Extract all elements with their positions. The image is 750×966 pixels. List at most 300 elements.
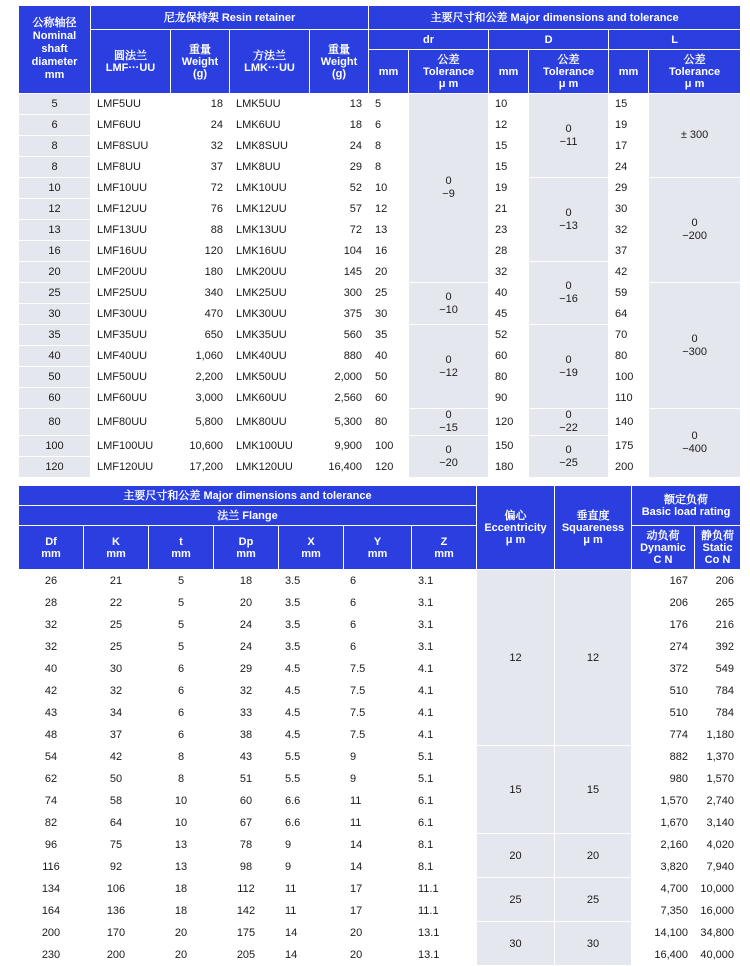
cell-C: 4,700 — [632, 878, 695, 900]
cell-X: 3.5 — [279, 614, 344, 636]
cell-C: 167 — [632, 570, 695, 592]
dynamic-load-header: 动负荷 Dynamic C N — [632, 526, 695, 570]
cell-Co: 392 — [695, 636, 741, 658]
cell-Y: 7.5 — [344, 680, 412, 702]
cell-X: 3.5 — [279, 592, 344, 614]
cell-Z: 6.1 — [412, 812, 477, 834]
cell-dr: 10 — [369, 178, 409, 199]
cell-w1: 17,200 — [171, 457, 230, 478]
nominal-shaft-diameter-header: 公称轴径 Nominal shaft diameter mm — [19, 6, 91, 94]
cell-t: 6 — [149, 680, 214, 702]
cell-Dp: 33 — [214, 702, 279, 724]
cell-Dp: 51 — [214, 768, 279, 790]
cell-Dp: 43 — [214, 746, 279, 768]
cell-t: 5 — [149, 614, 214, 636]
cell-Df: 230 — [19, 944, 84, 966]
table-row — [19, 304, 741, 325]
cell-D: 150 — [489, 436, 529, 457]
cell-dr: 60 — [369, 388, 409, 409]
cell-dr: 30 — [369, 304, 409, 325]
cell-Df: 62 — [19, 768, 84, 790]
cell-t: 5 — [149, 570, 214, 592]
cell-D: 180 — [489, 457, 529, 478]
cell-Y: 14 — [344, 834, 412, 856]
D-tolerance-header: 公差 Tolerance μ m — [529, 50, 609, 94]
cell-Dp: 67 — [214, 812, 279, 834]
L-tolerance: 0 −200 — [649, 178, 741, 283]
cell-K: 75 — [84, 834, 149, 856]
cell-Co: 2,740 — [695, 790, 741, 812]
D-tolerance: 0 −25 — [529, 436, 609, 478]
L-mm-header: mm — [609, 50, 649, 94]
cell-D: 45 — [489, 304, 529, 325]
table-row — [19, 157, 741, 178]
squareness-value: 20 — [555, 834, 632, 878]
table-row — [19, 856, 741, 878]
table-row — [19, 812, 741, 834]
cell-d: 16 — [19, 241, 91, 262]
cell-C: 7,350 — [632, 900, 695, 922]
cell-Co: 784 — [695, 702, 741, 724]
cell-D: 80 — [489, 367, 529, 388]
cell-Co: 10,000 — [695, 878, 741, 900]
cell-C: 882 — [632, 746, 695, 768]
squareness-value: 15 — [555, 746, 632, 834]
cell-w2: 880 — [310, 346, 369, 367]
cell-w2: 29 — [310, 157, 369, 178]
cell-Df: 40 — [19, 658, 84, 680]
cell-Co: 16,000 — [695, 900, 741, 922]
cell-Df: 164 — [19, 900, 84, 922]
cell-K: 42 — [84, 746, 149, 768]
cell-w1: 37 — [171, 157, 230, 178]
cell-Co: 40,000 — [695, 944, 741, 966]
cell-t: 8 — [149, 768, 214, 790]
cell-lmf: LMF8SUU — [91, 136, 171, 157]
cell-lmk: LMK30UU — [230, 304, 310, 325]
cell-Df: 32 — [19, 614, 84, 636]
cell-Dp: 38 — [214, 724, 279, 746]
cell-w1: 76 — [171, 199, 230, 220]
cell-lmf: LMF8UU — [91, 157, 171, 178]
cell-w2: 145 — [310, 262, 369, 283]
cell-L: 200 — [609, 457, 649, 478]
cell-Z: 4.1 — [412, 724, 477, 746]
cell-lmf: LMF25UU — [91, 283, 171, 304]
cell-Co: 216 — [695, 614, 741, 636]
cell-K: 200 — [84, 944, 149, 966]
cell-w1: 5,800 — [171, 409, 230, 436]
cell-D: 120 — [489, 409, 529, 436]
cell-t: 18 — [149, 900, 214, 922]
col-header-K: K mm — [84, 526, 149, 570]
cell-Df: 43 — [19, 702, 84, 724]
cell-K: 22 — [84, 592, 149, 614]
cell-w2: 13 — [310, 94, 369, 115]
cell-lmk: LMK16UU — [230, 241, 310, 262]
cell-X: 6.6 — [279, 790, 344, 812]
cell-Co: 206 — [695, 570, 741, 592]
cell-lmk: LMK12UU — [230, 199, 310, 220]
cell-Df: 54 — [19, 746, 84, 768]
cell-lmk: LMK8SUU — [230, 136, 310, 157]
table-row — [19, 768, 741, 790]
cell-K: 50 — [84, 768, 149, 790]
cell-Co: 1,570 — [695, 768, 741, 790]
cell-Z: 11.1 — [412, 878, 477, 900]
cell-d: 50 — [19, 367, 91, 388]
cell-X: 6.6 — [279, 812, 344, 834]
table-row — [19, 834, 741, 856]
cell-X: 4.5 — [279, 658, 344, 680]
cell-Z: 8.1 — [412, 856, 477, 878]
cell-Z: 8.1 — [412, 834, 477, 856]
cell-w2: 24 — [310, 136, 369, 157]
cell-d: 25 — [19, 283, 91, 304]
cell-X: 4.5 — [279, 702, 344, 724]
cell-t: 6 — [149, 724, 214, 746]
cell-lmk: LMK100UU — [230, 436, 310, 457]
cell-X: 5.5 — [279, 746, 344, 768]
cell-lmk: LMK10UU — [230, 178, 310, 199]
cell-K: 64 — [84, 812, 149, 834]
eccentricity-header: 偏心 Eccentricity μ m — [477, 486, 555, 570]
cell-lmk: LMK120UU — [230, 457, 310, 478]
cell-w2: 18 — [310, 115, 369, 136]
cell-w2: 2,000 — [310, 367, 369, 388]
D-mm-header: mm — [489, 50, 529, 94]
cell-L: 19 — [609, 115, 649, 136]
cell-Y: 7.5 — [344, 702, 412, 724]
cell-lmf: LMF30UU — [91, 304, 171, 325]
cell-D: 32 — [489, 262, 529, 283]
cell-dr: 16 — [369, 241, 409, 262]
cell-X: 14 — [279, 944, 344, 966]
squareness-header: 垂直度 Squareness μ m — [555, 486, 632, 570]
cell-Y: 17 — [344, 900, 412, 922]
cell-C: 16,400 — [632, 944, 695, 966]
cell-C: 1,670 — [632, 812, 695, 834]
cell-w1: 470 — [171, 304, 230, 325]
cell-d: 40 — [19, 346, 91, 367]
cell-dr: 20 — [369, 262, 409, 283]
cell-lmk: LMK50UU — [230, 367, 310, 388]
cell-X: 9 — [279, 834, 344, 856]
cell-lmf: LMF120UU — [91, 457, 171, 478]
cell-w2: 5,300 — [310, 409, 369, 436]
cell-Dp: 32 — [214, 680, 279, 702]
cell-Y: 14 — [344, 856, 412, 878]
cell-d: 8 — [19, 157, 91, 178]
table-row — [19, 262, 741, 283]
cell-lmk: LMK20UU — [230, 262, 310, 283]
L-tolerance: 0 −400 — [649, 409, 741, 478]
cell-w2: 16,400 — [310, 457, 369, 478]
D-tolerance: 0 −16 — [529, 262, 609, 325]
cell-K: 37 — [84, 724, 149, 746]
cell-Y: 9 — [344, 768, 412, 790]
flange-load-table — [18, 485, 741, 966]
cell-dr: 120 — [369, 457, 409, 478]
cell-D: 12 — [489, 115, 529, 136]
cell-Co: 4,020 — [695, 834, 741, 856]
cell-t: 18 — [149, 878, 214, 900]
cell-Df: 116 — [19, 856, 84, 878]
table-row — [19, 724, 741, 746]
cell-lmf: LMF35UU — [91, 325, 171, 346]
D-tolerance: 0 −19 — [529, 325, 609, 409]
squareness-value: 12 — [555, 570, 632, 746]
cell-lmf: LMF12UU — [91, 199, 171, 220]
cell-d: 6 — [19, 115, 91, 136]
cell-D: 23 — [489, 220, 529, 241]
cell-Z: 13.1 — [412, 944, 477, 966]
D-tolerance: 0 −11 — [529, 94, 609, 178]
cell-w1: 10,600 — [171, 436, 230, 457]
cell-Df: 48 — [19, 724, 84, 746]
cell-t: 8 — [149, 746, 214, 768]
cell-K: 58 — [84, 790, 149, 812]
dr-tolerance: 0 −12 — [409, 325, 489, 409]
weight-header-2: 重量 Weight (g) — [310, 30, 369, 94]
cell-Y: 9 — [344, 746, 412, 768]
cell-Z: 3.1 — [412, 614, 477, 636]
cell-w1: 24 — [171, 115, 230, 136]
cell-dr: 5 — [369, 94, 409, 115]
cell-Dp: 98 — [214, 856, 279, 878]
cell-Y: 6 — [344, 570, 412, 592]
cell-lmf: LMF50UU — [91, 367, 171, 388]
flange-header: 法兰 Flange — [19, 506, 477, 526]
cell-L: 30 — [609, 199, 649, 220]
cell-d: 35 — [19, 325, 91, 346]
col-header-Y: Y mm — [344, 526, 412, 570]
cell-d: 13 — [19, 220, 91, 241]
cell-Df: 96 — [19, 834, 84, 856]
cell-X: 3.5 — [279, 570, 344, 592]
cell-Z: 3.1 — [412, 636, 477, 658]
D-tolerance: 0 −13 — [529, 178, 609, 262]
cell-Dp: 78 — [214, 834, 279, 856]
cell-K: 30 — [84, 658, 149, 680]
cell-D: 19 — [489, 178, 529, 199]
cell-d: 10 — [19, 178, 91, 199]
squareness-value: 30 — [555, 922, 632, 966]
D-header: D — [489, 30, 609, 50]
cell-w1: 72 — [171, 178, 230, 199]
cell-lmk: LMK25UU — [230, 283, 310, 304]
cell-t: 13 — [149, 856, 214, 878]
cell-X: 9 — [279, 856, 344, 878]
cell-K: 34 — [84, 702, 149, 724]
dr-header: dr — [369, 30, 489, 50]
cell-Z: 6.1 — [412, 790, 477, 812]
table-row — [19, 658, 741, 680]
L-tolerance-header: 公差 Tolerance μ m — [649, 50, 741, 94]
table-row — [19, 409, 741, 436]
resin-retainer-table — [18, 5, 741, 478]
eccentricity-value: 15 — [477, 746, 555, 834]
cell-Co: 1,180 — [695, 724, 741, 746]
cell-t: 6 — [149, 658, 214, 680]
cell-Dp: 175 — [214, 922, 279, 944]
cell-t: 6 — [149, 702, 214, 724]
cell-X: 5.5 — [279, 768, 344, 790]
col-header-Dp: Dp mm — [214, 526, 279, 570]
cell-L: 59 — [609, 283, 649, 304]
cell-K: 25 — [84, 614, 149, 636]
cell-L: 64 — [609, 304, 649, 325]
cell-w1: 3,000 — [171, 388, 230, 409]
cell-C: 1,570 — [632, 790, 695, 812]
cell-Df: 42 — [19, 680, 84, 702]
cell-Y: 20 — [344, 922, 412, 944]
cell-D: 10 — [489, 94, 529, 115]
cell-dr: 50 — [369, 367, 409, 388]
cell-lmf: LMF5UU — [91, 94, 171, 115]
cell-D: 40 — [489, 283, 529, 304]
cell-w1: 18 — [171, 94, 230, 115]
table-row — [19, 614, 741, 636]
cell-Z: 13.1 — [412, 922, 477, 944]
cell-lmf: LMF6UU — [91, 115, 171, 136]
table-row — [19, 922, 741, 944]
cell-Co: 784 — [695, 680, 741, 702]
square-flange-header: 方法兰 LMK···UU — [230, 30, 310, 94]
dr-tolerance: 0 −20 — [409, 436, 489, 478]
table-row — [19, 241, 741, 262]
cell-d: 5 — [19, 94, 91, 115]
cell-dr: 80 — [369, 409, 409, 436]
cell-L: 42 — [609, 262, 649, 283]
table-row — [19, 136, 741, 157]
table-row — [19, 325, 741, 346]
cell-Z: 5.1 — [412, 768, 477, 790]
cell-L: 37 — [609, 241, 649, 262]
cell-K: 32 — [84, 680, 149, 702]
cell-w2: 52 — [310, 178, 369, 199]
table-row — [19, 702, 741, 724]
cell-Y: 6 — [344, 592, 412, 614]
cell-Co: 1,370 — [695, 746, 741, 768]
cell-C: 980 — [632, 768, 695, 790]
cell-dr: 12 — [369, 199, 409, 220]
cell-Dp: 24 — [214, 614, 279, 636]
cell-X: 3.5 — [279, 636, 344, 658]
eccentricity-value: 20 — [477, 834, 555, 878]
dr-tolerance: 0 −15 — [409, 409, 489, 436]
cell-Dp: 60 — [214, 790, 279, 812]
cell-d: 120 — [19, 457, 91, 478]
cell-K: 106 — [84, 878, 149, 900]
cell-D: 60 — [489, 346, 529, 367]
cell-K: 170 — [84, 922, 149, 944]
cell-Y: 7.5 — [344, 658, 412, 680]
cell-w2: 375 — [310, 304, 369, 325]
cell-t: 20 — [149, 922, 214, 944]
cell-lmk: LMK80UU — [230, 409, 310, 436]
cell-dr: 8 — [369, 157, 409, 178]
cell-Df: 82 — [19, 812, 84, 834]
D-tolerance: 0 −22 — [529, 409, 609, 436]
cell-X: 4.5 — [279, 724, 344, 746]
cell-lmk: LMK6UU — [230, 115, 310, 136]
cell-Z: 11.1 — [412, 900, 477, 922]
cell-Df: 28 — [19, 592, 84, 614]
cell-Dp: 18 — [214, 570, 279, 592]
cell-lmk: LMK8UU — [230, 157, 310, 178]
cell-L: 32 — [609, 220, 649, 241]
table-row — [19, 283, 741, 304]
cell-Z: 3.1 — [412, 570, 477, 592]
cell-C: 510 — [632, 702, 695, 724]
cell-w2: 2,560 — [310, 388, 369, 409]
cell-w1: 120 — [171, 241, 230, 262]
table-row — [19, 388, 741, 409]
dr-tolerance: 0 −10 — [409, 283, 489, 325]
cell-D: 28 — [489, 241, 529, 262]
cell-w2: 300 — [310, 283, 369, 304]
cell-t: 5 — [149, 592, 214, 614]
cell-lmk: LMK13UU — [230, 220, 310, 241]
static-load-header: 静负荷 Static Co N — [695, 526, 741, 570]
cell-dr: 25 — [369, 283, 409, 304]
cell-d: 30 — [19, 304, 91, 325]
cell-L: 70 — [609, 325, 649, 346]
cell-Co: 549 — [695, 658, 741, 680]
cell-t: 10 — [149, 790, 214, 812]
cell-w1: 32 — [171, 136, 230, 157]
cell-dr: 6 — [369, 115, 409, 136]
cell-lmf: LMF13UU — [91, 220, 171, 241]
basic-load-rating-header: 额定负荷 Basic load rating — [632, 486, 741, 526]
cell-Y: 7.5 — [344, 724, 412, 746]
cell-Co: 7,940 — [695, 856, 741, 878]
table-row — [19, 220, 741, 241]
cell-D: 52 — [489, 325, 529, 346]
t2-major-dimensions-header: 主要尺寸和公差 Major dimensions and tolerance — [19, 486, 477, 506]
col-header-t: t mm — [149, 526, 214, 570]
cell-K: 25 — [84, 636, 149, 658]
cell-L: 100 — [609, 367, 649, 388]
cell-C: 774 — [632, 724, 695, 746]
cell-d: 100 — [19, 436, 91, 457]
cell-Y: 6 — [344, 636, 412, 658]
cell-dr: 40 — [369, 346, 409, 367]
L-tolerance: ± 300 — [649, 94, 741, 178]
cell-L: 140 — [609, 409, 649, 436]
cell-Z: 3.1 — [412, 592, 477, 614]
cell-Z: 4.1 — [412, 680, 477, 702]
cell-lmf: LMF20UU — [91, 262, 171, 283]
cell-K: 136 — [84, 900, 149, 922]
cell-Dp: 24 — [214, 636, 279, 658]
cell-t: 10 — [149, 812, 214, 834]
table-row — [19, 900, 741, 922]
cell-w1: 180 — [171, 262, 230, 283]
cell-C: 372 — [632, 658, 695, 680]
cell-Dp: 112 — [214, 878, 279, 900]
cell-L: 110 — [609, 388, 649, 409]
table-row — [19, 457, 741, 478]
dr-mm-header: mm — [369, 50, 409, 94]
cell-C: 3,820 — [632, 856, 695, 878]
table-row — [19, 94, 741, 115]
L-header: L — [609, 30, 741, 50]
cell-C: 176 — [632, 614, 695, 636]
cell-Co: 34,800 — [695, 922, 741, 944]
cell-Df: 32 — [19, 636, 84, 658]
